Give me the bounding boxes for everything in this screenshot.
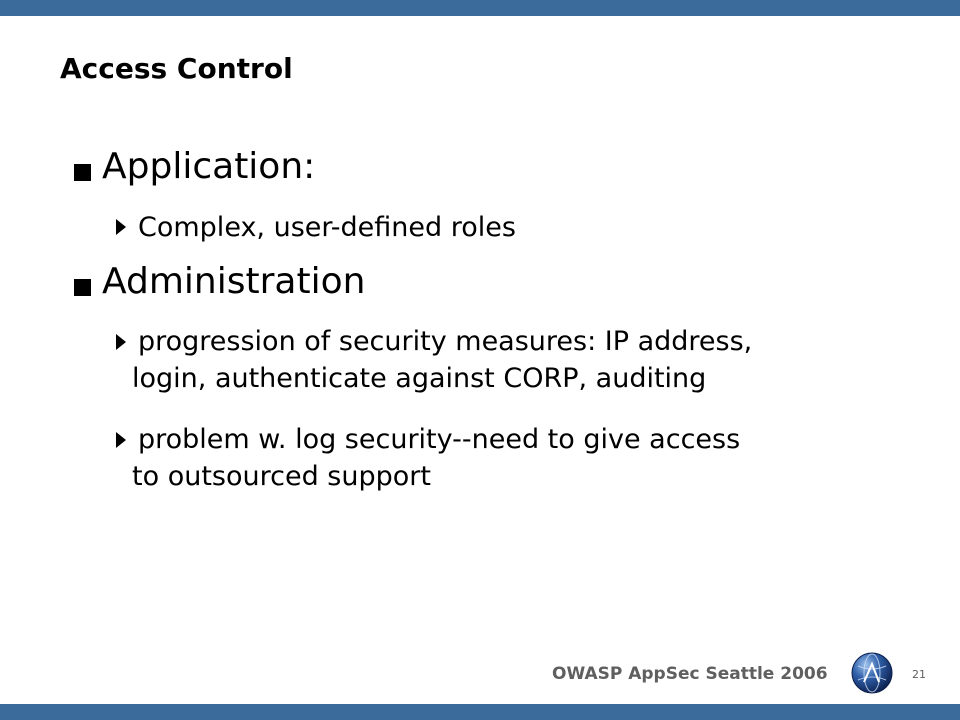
- bullet-administration: Administration: [102, 261, 366, 302]
- owasp-globe-logo: [851, 652, 893, 694]
- subitem-security-measures: [132, 323, 928, 397]
- footer-conference: OWASP AppSec Seattle 2006: [552, 664, 828, 684]
- bullet-application: Application:: [102, 146, 316, 187]
- triangle-bullet-icon: [116, 432, 126, 448]
- page-number: 21: [912, 668, 926, 681]
- subitem-complex-roles: Complex, user-defined roles: [138, 212, 516, 243]
- top-bar: [0, 0, 960, 16]
- bottom-bar: [0, 704, 960, 720]
- subitem-log-security-line1: problem w. log security--need to give access: [138, 424, 741, 455]
- subitem-security-measures-line1: progression of security measures: IP address,: [138, 326, 753, 357]
- subitem-log-security-line2: to outsourced support: [132, 461, 431, 492]
- triangle-bullet-icon: [116, 334, 126, 350]
- subitem-security-measures-line2: login, authenticate against CORP, auditing: [132, 363, 707, 394]
- square-bullet-icon: [74, 164, 91, 181]
- subitem-log-security: [132, 421, 928, 495]
- square-bullet-icon: [74, 279, 91, 296]
- triangle-bullet-icon: [116, 219, 126, 235]
- slide-title: Access Control: [60, 52, 293, 85]
